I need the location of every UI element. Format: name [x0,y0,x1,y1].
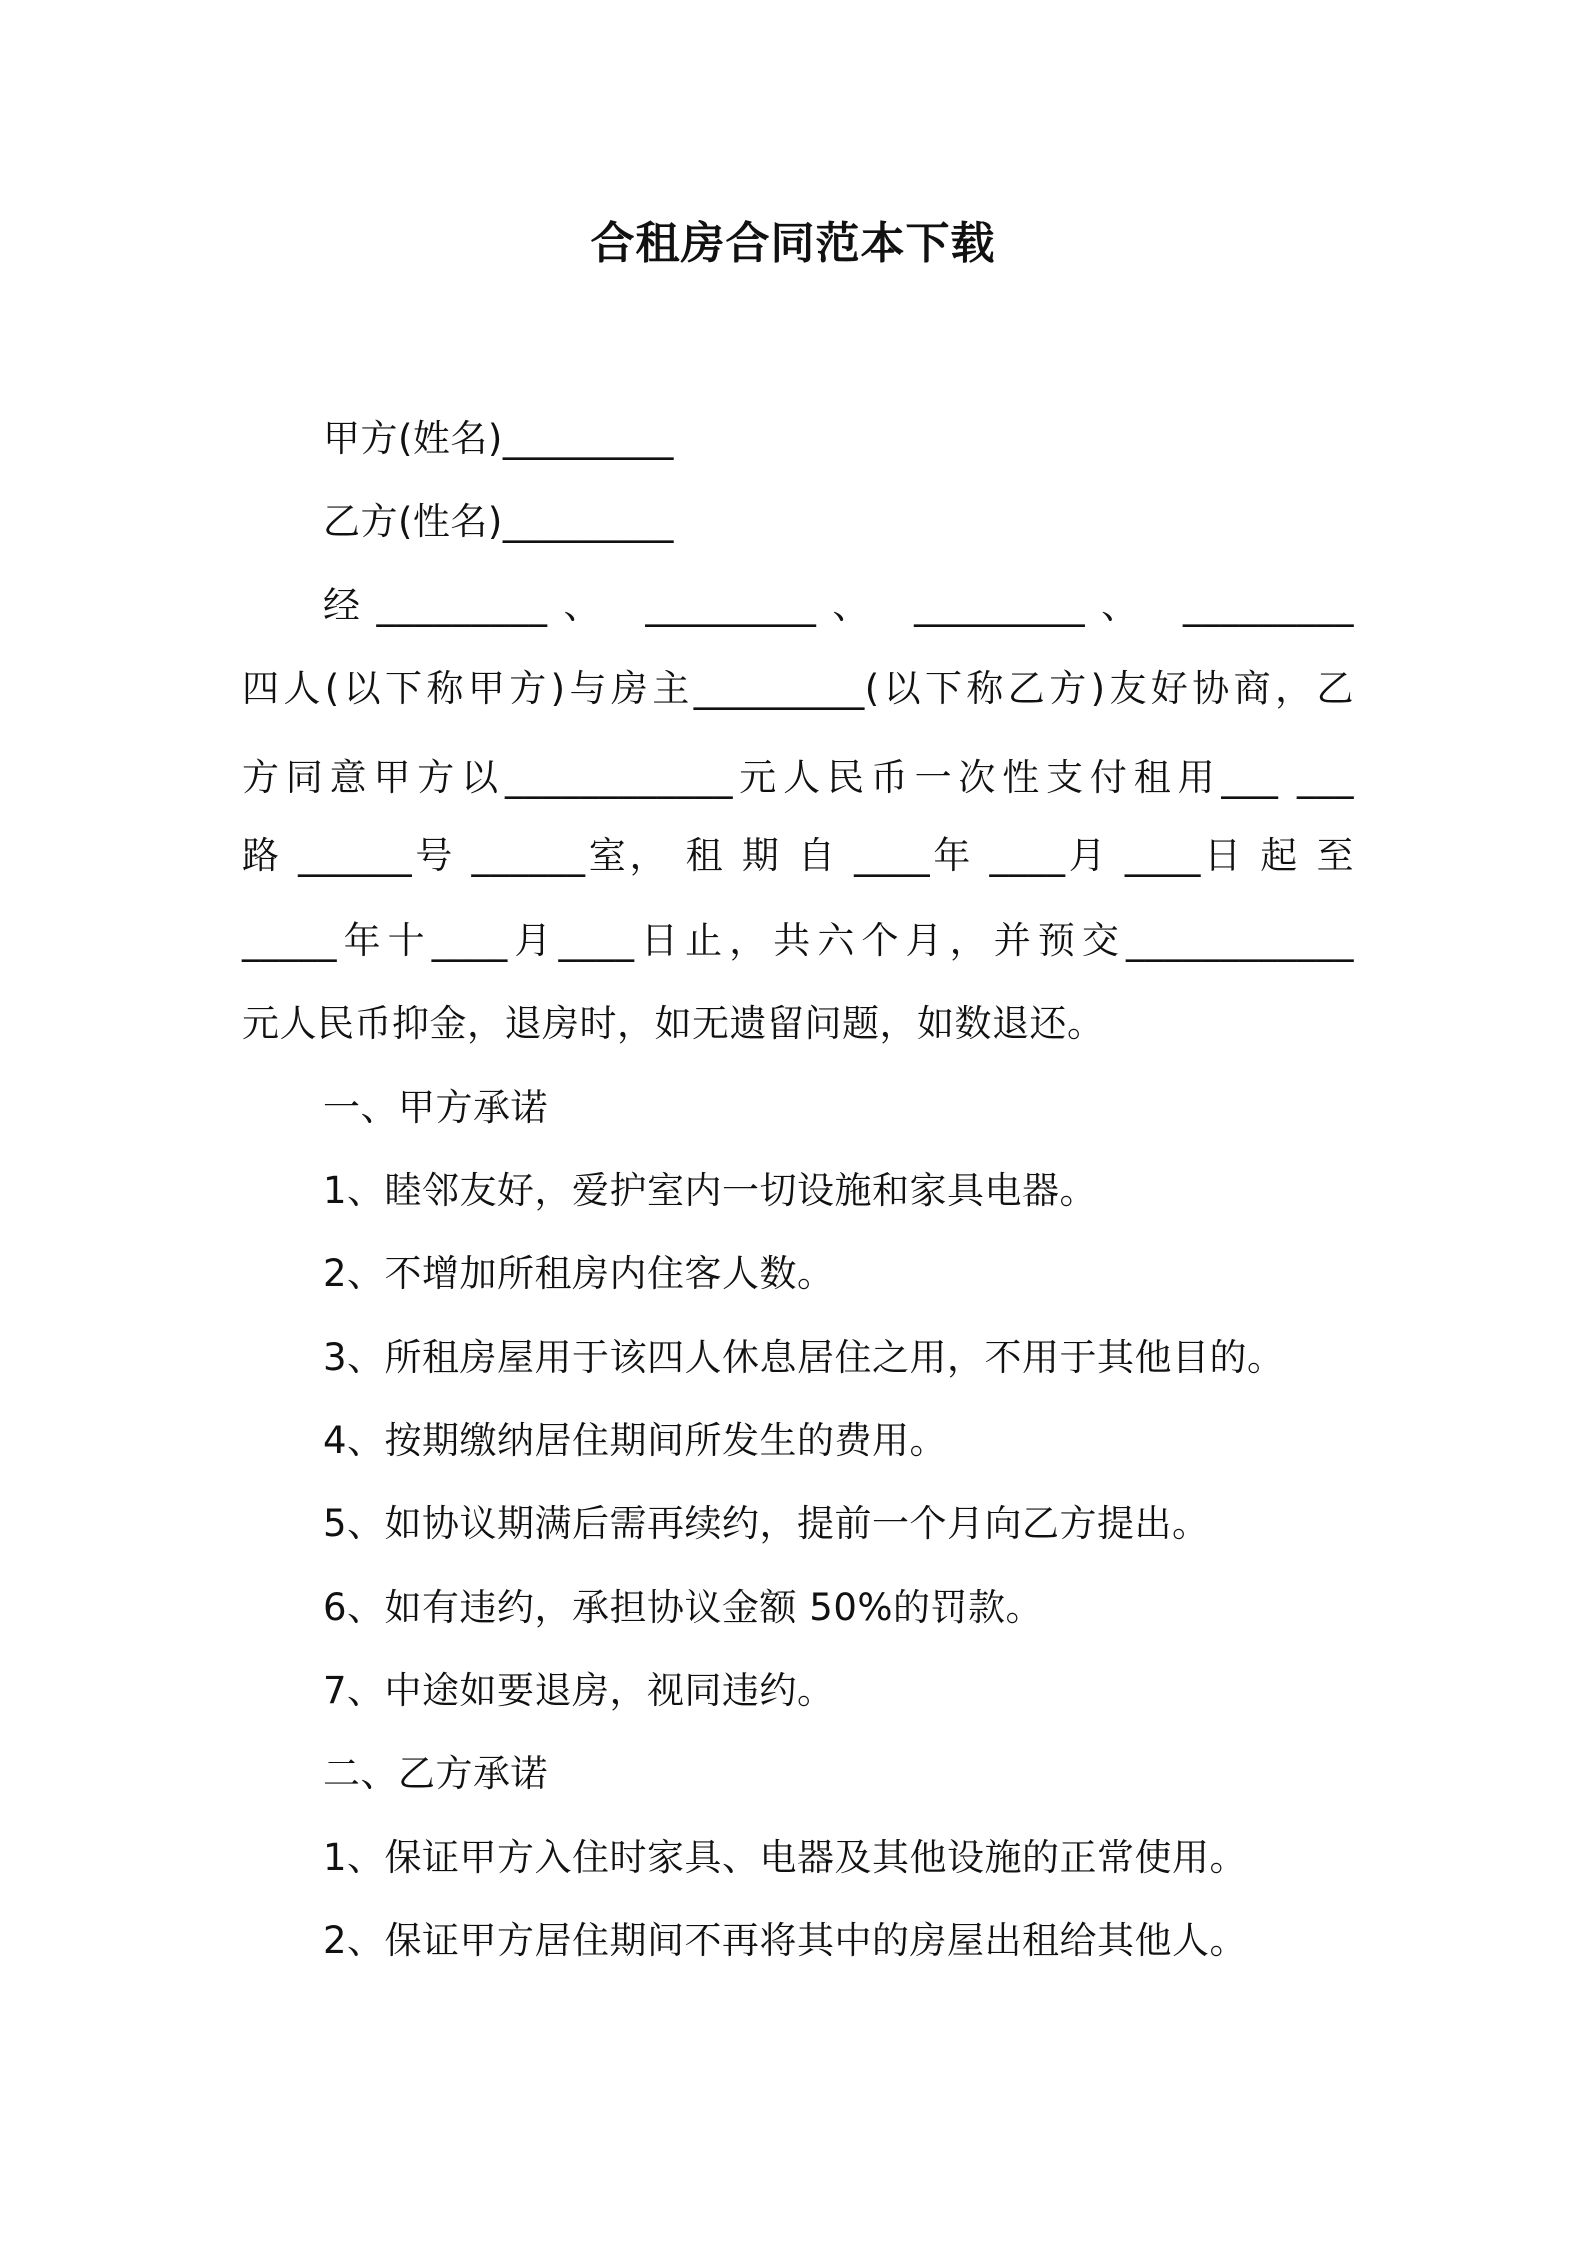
party-a-line: 甲方(姓名)_________ [323,417,674,460]
paragraph-line-1: 经_________、 _________、 _________、 _________ [323,584,1354,627]
section-1-item: 7、中途如要退房，视同违约。 [323,1669,835,1712]
paragraph-line-5: _____年十____月____日止，共六个月，并预交____________ [242,919,1354,962]
section-1-item: 3、所租房屋用于该四人休息居住之用，不用于其他目的。 [323,1336,1285,1379]
paragraph-line-6: 元人民币抑金，退房时，如无遗留问题，如数退还。 [242,1002,1105,1045]
section-1-item: 5、如协议期满后需再续约，提前一个月向乙方提出。 [323,1502,1210,1545]
document-title: 合租房合同范本下载 [590,218,996,269]
section-1-item: 2、不增加所租房内住客人数。 [323,1252,835,1295]
section-1-heading: 一、甲方承诺 [323,1086,548,1129]
party-b-line: 乙方(性名)_________ [323,500,674,543]
paragraph-line-3: 方同意甲方以____________元人民币一次性支付租用___ ___ [242,756,1354,799]
paragraph-line-4: 路 ______号 ______室， 租 期 自 ____年 ____月 ____日 起 至 [242,834,1354,877]
section-1-item: 6、如有违约，承担协议金额 50%的罚款。 [323,1586,1044,1629]
section-1-item: 4、按期缴纳居住期间所发生的费用。 [323,1419,948,1462]
paragraph-line-2: 四人(以下称甲方)与房主_________(以下称乙方)友好协商，乙 [242,667,1354,710]
section-1-item: 1、睦邻友好，爱护室内一切设施和家具电器。 [323,1169,1098,1212]
section-2-heading: 二、乙方承诺 [323,1752,548,1795]
section-2-item: 2、保证甲方居住期间不再将其中的房屋出租给其他人。 [323,1919,1248,1962]
section-2-item: 1、保证甲方入住时家具、电器及其他设施的正常使用。 [323,1836,1248,1879]
